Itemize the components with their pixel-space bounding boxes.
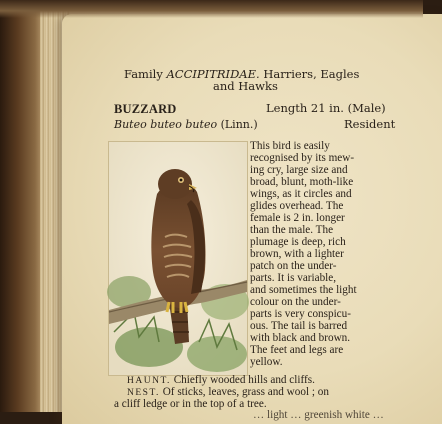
description-line: plumage is deep, rich: [250, 236, 346, 248]
species-status: Resident: [344, 117, 396, 131]
nest-label: NEST.: [127, 388, 160, 398]
description-line: yellow.: [250, 356, 283, 368]
description-line: glides overhead. The: [250, 200, 344, 212]
description-line: with black and brown.: [250, 332, 351, 344]
top-shadow: [0, 0, 423, 18]
description-line: recognised by its mew-: [250, 152, 355, 164]
haunt-label: HAUNT.: [127, 376, 171, 386]
description-line: This bird is easily: [250, 140, 330, 152]
species-name: BUZZARD: [114, 102, 177, 116]
description-line: female is 2 in. longer: [250, 212, 345, 224]
haunt-line: [127, 375, 315, 387]
latin-name: Buteo buteo buteo: [114, 118, 218, 131]
family-name: ACCIPITRIDAE.: [166, 67, 260, 81]
description-line: The feet and legs are: [250, 344, 344, 356]
description-line: than the male. The: [250, 224, 334, 236]
description-line: parts. It is variable,: [250, 272, 337, 284]
family-rest: Harriers, Eagles: [263, 67, 360, 81]
family-heading-line2: and Hawks: [213, 79, 278, 93]
description-line: patch on the under-: [250, 260, 337, 272]
cut-off-line: … light … greenish white …: [253, 409, 384, 421]
species-length: Length 21 in. (Male): [266, 101, 386, 115]
nest-line-continued: a cliff ledge or in the top of a tree.: [114, 398, 267, 410]
book-spine: [0, 0, 44, 412]
description-line: broad, blunt, moth-like: [250, 176, 354, 188]
buzzard-illustration: [108, 141, 248, 376]
latin-authority: (Linn.): [220, 118, 258, 131]
description-line: wings, as it circles and: [250, 188, 352, 200]
description-line: colour on the under-: [250, 296, 341, 308]
nest-line: [127, 387, 329, 399]
description-line: brown, with a lighter: [250, 248, 344, 260]
description-line: and sometimes the light: [250, 284, 357, 296]
description-line: ous. The tail is barred: [250, 320, 348, 332]
buzzard-picture: [109, 142, 247, 375]
latin-name-line: [114, 119, 258, 130]
description-line: ing cry, large size and: [250, 164, 348, 176]
family-prefix: Family: [124, 67, 163, 81]
description-line: parts is very conspicu-: [250, 308, 351, 320]
haunt-text: Chiefly wooded hills and cliffs.: [173, 374, 315, 386]
nest-text: Of sticks, leaves, grass and wool ; on: [162, 386, 329, 398]
